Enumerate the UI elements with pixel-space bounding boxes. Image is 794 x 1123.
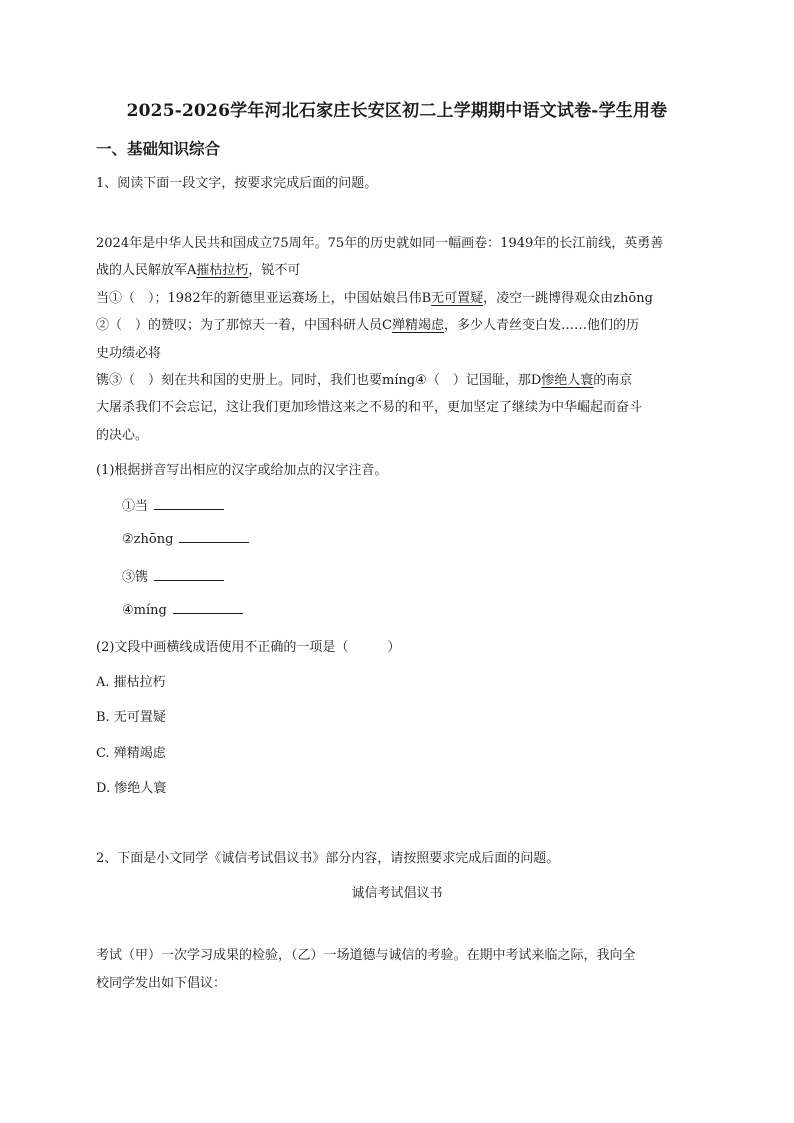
- sub-question-1: (1)根据拼音写出相应的汉字或给加点的汉字注音。: [96, 463, 388, 478]
- underlined-idiom-a: 摧枯拉朽: [196, 263, 249, 278]
- answer-blank[interactable]: [154, 568, 224, 581]
- answer-blank[interactable]: [154, 497, 224, 510]
- option-d[interactable]: D. 惨绝人寰: [96, 781, 167, 796]
- text-span: ，锐不可: [248, 263, 301, 278]
- underlined-idiom-b: 无可置疑: [431, 291, 484, 306]
- text-span: 的南京: [593, 373, 633, 388]
- answer-blank[interactable]: [179, 530, 249, 543]
- underlined-idiom-c: 殚精竭虑: [391, 318, 444, 333]
- answer-item-2: [122, 530, 249, 547]
- passage-line-7: 大屠杀我们不会忘记，这让我们更加珍惜这来之不易的和平，更加坚定了继续为中华崛起而奋斗: [96, 400, 643, 415]
- passage-line-3: [96, 287, 653, 306]
- text-span: 战的人民解放军A: [96, 263, 197, 278]
- passage-line-1: 2024年是中华人民共和国成立75周年。75年的历史就如同一幅画卷：1949年的长江前线，英勇善: [96, 236, 664, 251]
- question-2-prompt: 2、下面是小文同学《诚信考试倡议书》部分内容，请按照要求完成后面的问题。: [96, 851, 560, 866]
- text-span: 镌③（ ）刻在共和国的史册上。同时，我们也要míng④（ ）记国耻，那D: [96, 373, 542, 388]
- passage-line-5: 史功绩必将: [96, 346, 162, 361]
- text-span: 当①（ ）；1982年的新德里亚运赛场上，中国姑娘吕伟B: [96, 291, 432, 306]
- proposal-line-1: 考试（甲）一次学习成果的检验，（乙）一场道德与诚信的考验。在期中考试来临之际，我向全: [96, 948, 636, 963]
- sub-question-2: (2)文段中画横线成语使用不正确的一项是（ ）: [96, 640, 401, 655]
- underlined-idiom-d: 惨绝人寰: [541, 373, 594, 388]
- section-heading: 一、基础知识综合: [96, 139, 221, 158]
- item-label: ①当: [122, 499, 149, 514]
- item-label: ④míng: [122, 603, 167, 618]
- text-span: ②（ ）的赞叹；为了那惊天一着，中国科研人员C: [96, 318, 392, 333]
- passage-line-2: [96, 259, 300, 278]
- passage-line-4: [96, 314, 639, 333]
- passage-line-8: 的决心。: [96, 428, 149, 443]
- proposal-heading: 诚信考试倡议书: [351, 886, 443, 901]
- option-b[interactable]: B. 无可置疑: [96, 710, 166, 725]
- question-1-prompt: 1、阅读下面一段文字，按要求完成后面的问题。: [96, 176, 378, 191]
- proposal-line-2: 校同学发出如下倡议：: [96, 976, 227, 991]
- passage-line-6: [96, 369, 632, 388]
- item-label: ②zhōng: [122, 532, 174, 547]
- page-title: 2025-2026学年河北石家庄长安区初二上学期期中语文试卷-学生用卷: [126, 101, 668, 121]
- item-label: ③镌: [122, 570, 149, 585]
- option-a[interactable]: A. 摧枯拉朽: [96, 675, 166, 690]
- answer-blank[interactable]: [173, 601, 243, 614]
- answer-item-4: [122, 601, 243, 618]
- answer-item-1: [122, 495, 224, 514]
- option-c[interactable]: C. 殚精竭虑: [96, 746, 166, 761]
- text-span: ，多少人青丝变白发……他们的历: [443, 318, 639, 333]
- answer-item-3: [122, 566, 224, 585]
- text-span: ，凌空一跳博得观众由zhōng: [483, 291, 653, 306]
